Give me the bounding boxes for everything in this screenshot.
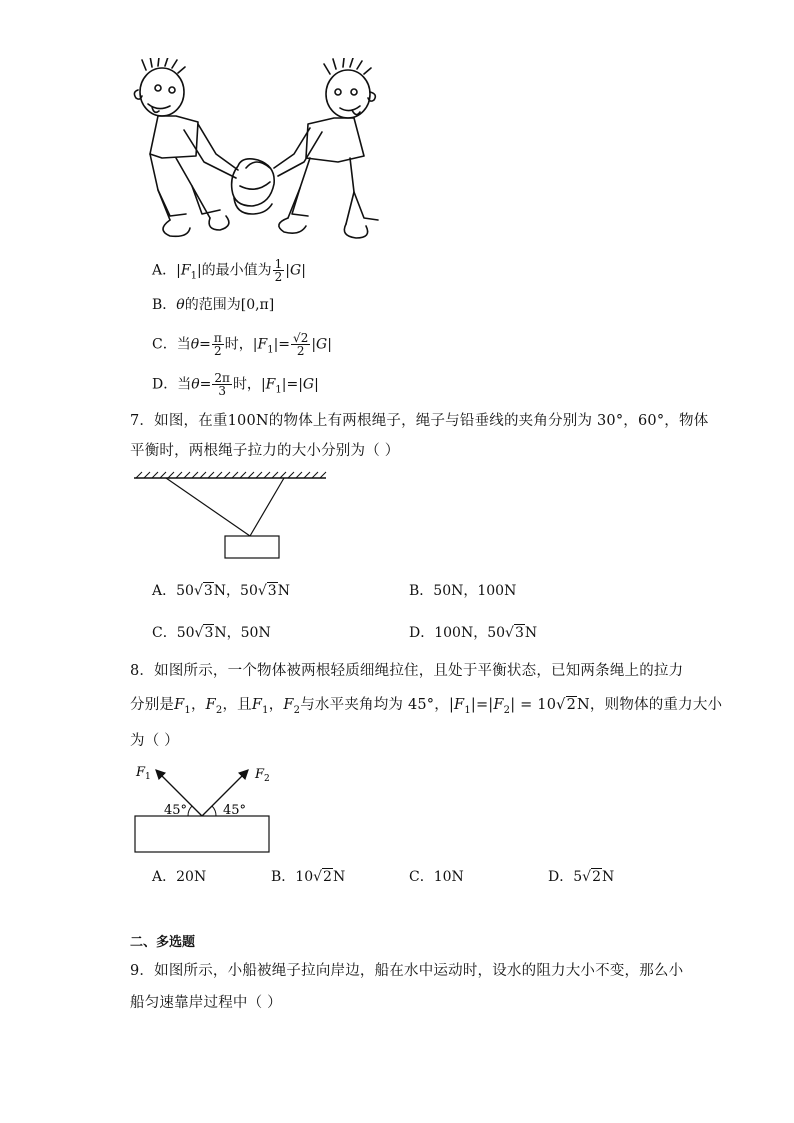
q8-option-b[interactable]: B．10√2N [271, 869, 346, 885]
q7-option-c[interactable]: C．50√3N，50N [152, 625, 271, 641]
q8-f2-label: F [255, 767, 265, 782]
q7-hanging-block-figure [130, 468, 330, 564]
q7-option-d[interactable]: D．100N，50√3N [409, 625, 538, 641]
q8-angle-right: 45° [223, 803, 247, 818]
q8-stem-line2: 分别是$F_1$，$F_2$，且$F_1$，$F_2$与水平夹角均为 45°，$|F_1|=|F_2| = 10√2N$，则物体的重力大小 [130, 697, 723, 716]
section-title-multiple-choice: 二、多选题 [130, 935, 196, 950]
q7-option-a[interactable]: A．50√3N，50√3N [152, 583, 290, 599]
q6-option-c[interactable]: C．当θ= $\frac{\pi}{2}$ 时，$|F_1|=$ $\frac{√2}{2}$ |G| [152, 331, 332, 358]
q8-stem-line3: 为（ ） [130, 733, 179, 749]
svg-text:2: 2 [264, 774, 270, 784]
q9-stem-line2: 船匀速靠岸过程中（ ） [130, 995, 282, 1011]
q7-option-b[interactable]: B．50N，100N [409, 583, 517, 599]
q6-option-a[interactable]: A．$|F_1|$的最小值为 $\frac{1}{2}$ |G| [152, 257, 306, 284]
q8-angle-left: 45° [164, 803, 188, 818]
q8-two-rope-figure [128, 758, 278, 858]
svg-text:1: 1 [145, 772, 151, 782]
kids-carrying-bag-illustration [128, 58, 398, 250]
q9-stem-line1: 9．如图所示，小船被绳子拉向岸边，船在水中运动时，设水的阻力大小不变，那么小 [130, 963, 684, 979]
q8-stem-line1: 8．如图所示，一个物体被两根轻质细绳拉住，且处于平衡状态，已知两条绳上的拉力 [130, 663, 684, 679]
q8-option-a[interactable]: A．20N [152, 869, 207, 885]
q6-option-d[interactable]: D．当θ= $\frac{2\pi}{3}$ 时，$|F_1|=|G|$ [152, 371, 319, 398]
q7-stem-line2: 平衡时，两根绳子拉力的大小分别为（ ） [130, 443, 400, 459]
q6-option-b[interactable]: B．θ的范围为[0,π] [152, 297, 275, 313]
q8-option-c[interactable]: C．10N [409, 869, 464, 885]
q7-stem-line1: 7．如图，在重100N的物体上有两根绳子，绳子与铅垂线的夹角分别为 30°，60°，物体 [130, 413, 709, 429]
q8-f1-label: F [136, 765, 146, 780]
q8-option-d[interactable]: D．5√2N [548, 869, 615, 885]
